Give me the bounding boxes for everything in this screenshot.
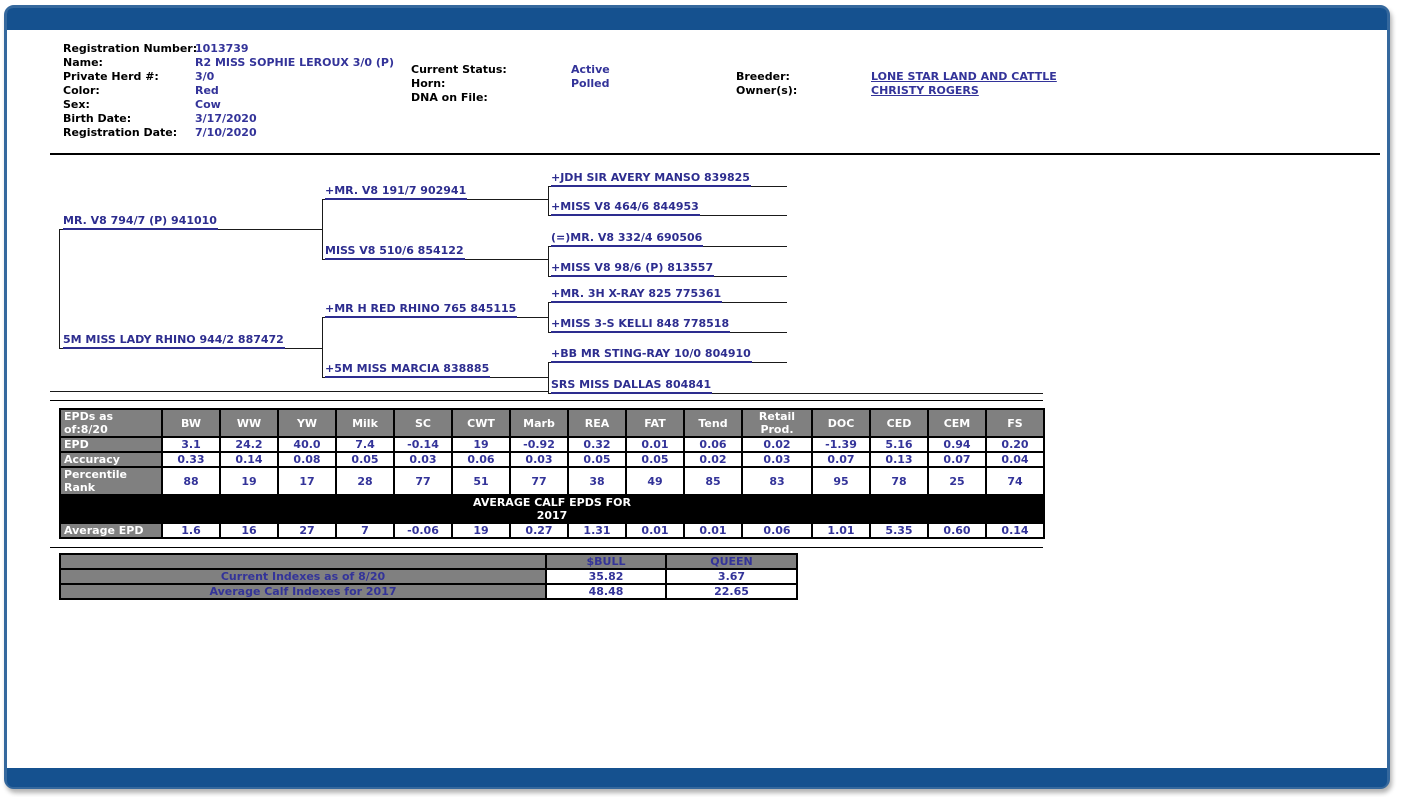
epd-value-cell: 0.03	[510, 452, 568, 467]
epd-column-header: REA	[568, 409, 626, 437]
index-value-cell: 48.48	[546, 584, 666, 599]
field-label: Owner(s):	[736, 84, 798, 97]
epd-value-cell: 1.6	[162, 523, 220, 538]
epd-value-cell: 27	[278, 523, 336, 538]
epd-value-cell: 0.27	[510, 523, 568, 538]
pedigree-line	[548, 246, 549, 277]
epd-value-cell: 0.32	[568, 437, 626, 452]
field-label: Color:	[63, 84, 100, 97]
index-header-row	[60, 554, 797, 569]
epd-header-row	[60, 409, 1044, 437]
index-value-cell: 22.65	[666, 584, 797, 599]
index-table	[59, 553, 798, 600]
ownership-link[interactable]: CHRISTY ROGERS	[871, 84, 979, 97]
epd-value-cell: 17	[278, 467, 336, 495]
average-calf-indexes-row	[60, 584, 797, 599]
epd-value-cell: 0.06	[742, 523, 812, 538]
bottom-banner-bar	[7, 768, 1387, 787]
accuracy-row	[60, 452, 1044, 467]
epd-value-cell: -0.14	[394, 437, 452, 452]
epd-row-label: Accuracy	[60, 452, 162, 467]
epd-column-header: FS	[986, 409, 1044, 437]
epd-value-cell: 74	[986, 467, 1044, 495]
epd-value-cell: 51	[452, 467, 510, 495]
pedigree-line	[322, 317, 323, 378]
epd-value-cell: 0.03	[394, 452, 452, 467]
registration-field-row	[63, 42, 394, 56]
index-column-header: QUEEN	[666, 554, 797, 569]
epd-column-header: BW	[162, 409, 220, 437]
ownership-info-block	[736, 70, 1057, 98]
epd-value-cell: 0.05	[626, 452, 684, 467]
field-value: 7/10/2020	[195, 126, 257, 139]
pedigree-link-sd-sire[interactable]: (=)MR. V8 332/4 690506	[551, 231, 703, 247]
pedigree-link-ds-sire[interactable]: +MR. 3H X-RAY 825 775361	[551, 287, 722, 303]
epd-value-cell: 0.33	[162, 452, 220, 467]
registration-field-row	[63, 98, 394, 112]
epd-column-header: Milk	[336, 409, 394, 437]
pedigree-link-dd-dam[interactable]: SRS MISS DALLAS 804841	[551, 378, 712, 394]
epd-value-cell: 19	[220, 467, 278, 495]
registration-field-row	[63, 84, 394, 98]
epd-value-cell: 77	[394, 467, 452, 495]
epd-column-header: CEM	[928, 409, 986, 437]
epd-column-header: SC	[394, 409, 452, 437]
epd-value-cell: 0.20	[986, 437, 1044, 452]
epd-value-cell: 0.03	[742, 452, 812, 467]
epd-value-cell: 5.35	[870, 523, 928, 538]
field-label: Private Herd #:	[63, 70, 159, 83]
status-field-row	[411, 77, 610, 91]
epd-value-cell: 0.06	[452, 452, 510, 467]
index-value-cell: 35.82	[546, 569, 666, 584]
epd-column-header: WW	[220, 409, 278, 437]
pedigree-link-dd-sire[interactable]: +BB MR STING-RAY 10/0 804910	[551, 347, 752, 363]
registration-field-row	[63, 126, 394, 140]
registration-field-row	[63, 56, 394, 70]
status-field-row	[411, 63, 610, 77]
epd-value-cell: 0.94	[928, 437, 986, 452]
field-label: DNA on File:	[411, 91, 488, 104]
pedigree-line	[59, 229, 60, 349]
epd-value-cell: 0.05	[568, 452, 626, 467]
epd-corner-label: EPDs as of:8/20	[60, 409, 162, 437]
epd-value-cell: 0.07	[812, 452, 870, 467]
index-corner-cell	[60, 554, 546, 569]
field-value: 3/17/2020	[195, 112, 257, 125]
section-divider	[50, 547, 1043, 548]
ownership-field-row	[736, 70, 1057, 84]
epd-row-label: Average EPD	[60, 523, 162, 538]
pedigree-link-sire[interactable]: MR. V8 794/7 (P) 941010	[63, 214, 218, 230]
top-banner-bar	[7, 8, 1387, 30]
epd-column-header: Retail Prod.	[742, 409, 812, 437]
epd-value-cell: 88	[162, 467, 220, 495]
field-value: 1013739	[195, 42, 249, 55]
index-row-label: Current Indexes as of 8/20	[60, 569, 546, 584]
pedigree-line	[548, 362, 549, 394]
epd-value-cell: 0.08	[278, 452, 336, 467]
epd-column-header: Marb	[510, 409, 568, 437]
average-calf-band-row	[60, 495, 1044, 523]
epd-row-label: Percentile Rank	[60, 467, 162, 495]
epd-value-cell: 0.01	[626, 523, 684, 538]
field-value: Cow	[195, 98, 221, 111]
status-field-row	[411, 91, 610, 105]
registration-field-row	[63, 112, 394, 126]
epd-value-cell: 78	[870, 467, 928, 495]
epd-value-cell: 0.01	[684, 523, 742, 538]
pedigree-link-dam-dam[interactable]: +5M MISS MARCIA 838885	[325, 362, 490, 378]
epd-value-cell: 1.31	[568, 523, 626, 538]
status-info-block	[411, 63, 610, 105]
pedigree-line	[548, 302, 549, 333]
epd-value-cell: 0.05	[336, 452, 394, 467]
pedigree-line	[50, 391, 549, 392]
band-title-line1: AVERAGE CALF EPDS FOR	[473, 496, 631, 509]
epd-value-cell: 0.04	[986, 452, 1044, 467]
epd-value-cell: 0.01	[626, 437, 684, 452]
epd-value-cell: 25	[928, 467, 986, 495]
epd-row	[60, 437, 1044, 452]
epd-value-cell: 19	[452, 523, 510, 538]
epd-value-cell: 7.4	[336, 437, 394, 452]
epd-value-cell: -0.06	[394, 523, 452, 538]
registration-field-row	[63, 70, 394, 84]
pedigree-link-ss-dam[interactable]: +MISS V8 464/6 844953	[551, 200, 700, 216]
epd-column-header: CWT	[452, 409, 510, 437]
epd-value-cell: 16	[220, 523, 278, 538]
epd-value-cell: 5.16	[870, 437, 928, 452]
field-value: Active	[571, 63, 610, 76]
epd-value-cell: 0.06	[684, 437, 742, 452]
field-value: Polled	[571, 77, 610, 90]
epd-value-cell: 83	[742, 467, 812, 495]
epd-value-cell: -0.92	[510, 437, 568, 452]
epd-value-cell: 95	[812, 467, 870, 495]
pedigree-line	[787, 393, 1043, 394]
pedigree-link-dam[interactable]: 5M MISS LADY RHINO 944/2 887472	[63, 333, 285, 349]
index-value-cell: 3.67	[666, 569, 797, 584]
field-label: Horn:	[411, 77, 446, 90]
epd-value-cell: 28	[336, 467, 394, 495]
epd-column-header: DOC	[812, 409, 870, 437]
pedigree-line	[322, 199, 323, 260]
current-indexes-row	[60, 569, 797, 584]
epd-column-header: CED	[870, 409, 928, 437]
section-divider	[50, 400, 1043, 401]
pedigree-link-dam-sire[interactable]: +MR H RED RHINO 765 845115	[325, 302, 517, 318]
epd-column-header: Tend	[684, 409, 742, 437]
epd-value-cell: 3.1	[162, 437, 220, 452]
epd-row-label: EPD	[60, 437, 162, 452]
epd-value-cell: 49	[626, 467, 684, 495]
epd-value-cell: 0.14	[986, 523, 1044, 538]
epd-value-cell: 1.01	[812, 523, 870, 538]
band-title-line2: 2017	[536, 509, 568, 522]
registration-info-block	[63, 42, 394, 140]
epd-value-cell: 0.02	[742, 437, 812, 452]
ownership-field-row	[736, 84, 1057, 98]
field-value: 3/0	[195, 70, 215, 83]
epd-value-cell: 19	[452, 437, 510, 452]
field-value: R2 MISS SOPHIE LEROUX 3/0 (P)	[195, 56, 395, 69]
field-label: Breeder:	[736, 70, 790, 83]
epd-column-header: FAT	[626, 409, 684, 437]
section-divider	[50, 153, 1380, 155]
pedigree-link-sd-dam[interactable]: +MISS V8 98/6 (P) 813557	[551, 261, 714, 277]
epd-value-cell: 0.13	[870, 452, 928, 467]
pedigree-link-sire-dam[interactable]: MISS V8 510/6 854122	[325, 244, 465, 260]
epd-value-cell: -1.39	[812, 437, 870, 452]
pedigree-line	[548, 186, 549, 216]
pedigree-link-ss-sire[interactable]: +JDH SIR AVERY MANSO 839825	[551, 171, 751, 187]
index-column-header: $BULL	[546, 554, 666, 569]
field-value: Red	[195, 84, 219, 97]
epd-value-cell: 38	[568, 467, 626, 495]
average-epd-row	[60, 523, 1044, 538]
epd-value-cell: 24.2	[220, 437, 278, 452]
epd-value-cell: 0.07	[928, 452, 986, 467]
field-label: Name:	[63, 56, 103, 69]
field-label: Birth Date:	[63, 112, 132, 125]
index-row-label: Average Calf Indexes for 2017	[60, 584, 546, 599]
epd-column-header: YW	[278, 409, 336, 437]
epd-value-cell: 85	[684, 467, 742, 495]
epd-value-cell: 0.60	[928, 523, 986, 538]
ownership-link[interactable]: LONE STAR LAND AND CATTLE	[871, 70, 1057, 83]
average-calf-band	[60, 495, 1044, 523]
epd-table	[59, 408, 1045, 539]
epd-value-cell: 40.0	[278, 437, 336, 452]
epd-value-cell: 7	[336, 523, 394, 538]
field-label: Current Status:	[411, 63, 507, 76]
epd-value-cell: 0.14	[220, 452, 278, 467]
field-label: Registration Date:	[63, 126, 178, 139]
epd-value-cell: 77	[510, 467, 568, 495]
pedigree-link-ds-dam[interactable]: +MISS 3-S KELLI 848 778518	[551, 317, 730, 333]
percentile-rank-row	[60, 467, 1044, 495]
epd-value-cell: 0.02	[684, 452, 742, 467]
field-label: Registration Number:	[63, 42, 198, 55]
field-label: Sex:	[63, 98, 90, 111]
pedigree-link-sire-sire[interactable]: +MR. V8 191/7 902941	[325, 184, 467, 200]
